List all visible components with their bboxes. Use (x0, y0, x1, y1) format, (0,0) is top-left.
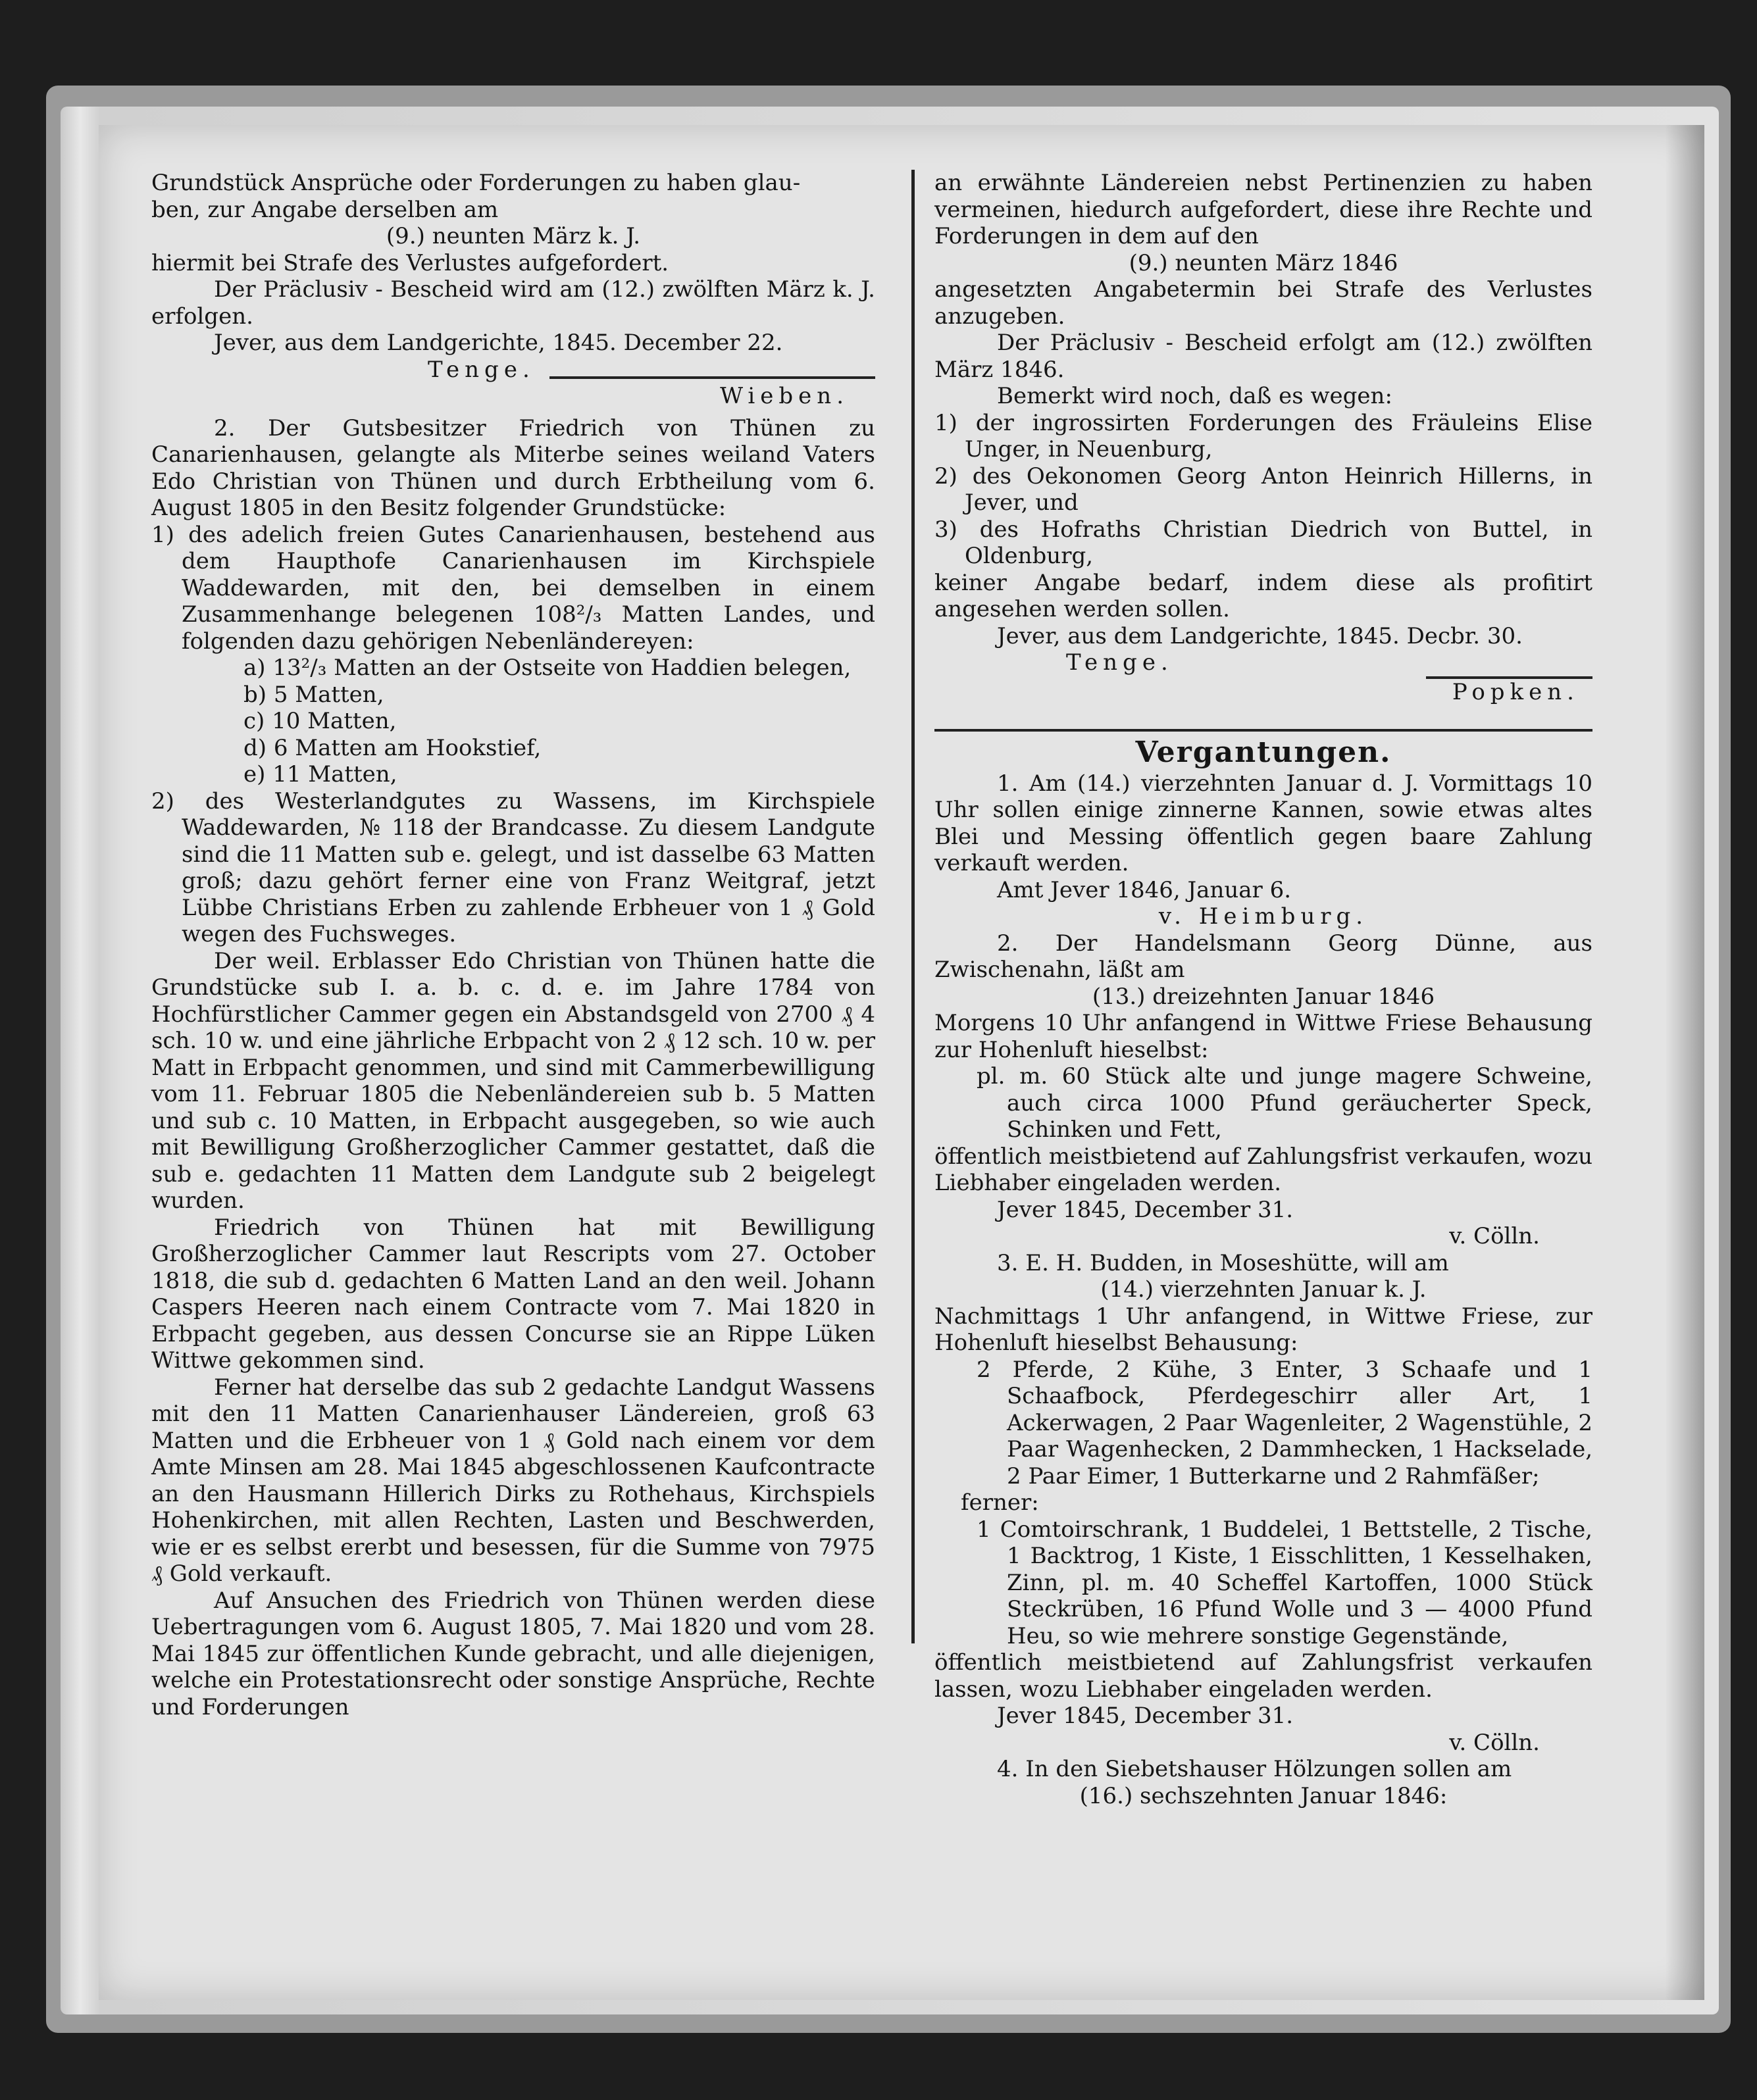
subitem-d: d) 6 Matten am Hookstief, (243, 734, 542, 761)
continuation: an erwähnte Ländereien nebst Pertinenzien zu haben vermeinen, hiedurch aufgefordert, diese ihre Rechte und Forderungen in dem auf den (934, 170, 1592, 249)
auction-3-date: (14.) vierzehnten Januar k. J. (1100, 1276, 1427, 1303)
paragraph-b: Friedrich von Thünen hat mit Bewilligung Großherzoglicher Cammer laut Rescripts vom 27. October 1818, die sub d. gedachten 6 Matten Land an den weil. Johann Caspers Heeren nach einem Contracte vom 7. Mai 1820 in Erbpacht gegeben, aus dessen Concurse sie an Rippe Lüken Wittwe gekommen sind. (151, 1214, 875, 1374)
signature-popken: Popken. (1426, 676, 1592, 706)
auction-1-signature: v. Heimburg. (1158, 903, 1369, 930)
auction-2-location: Morgens 10 Uhr anfangend in Wittwe Friese Behausung zur Hohenluft hieselbst: (934, 1010, 1592, 1063)
note-item-1: 1) der ingrossirten Forderungen des Fräuleins Elise Unger, in Neuenburg, (934, 409, 1592, 463)
place-date: Jever, aus dem Landgerichte, 1845. December 22. (214, 330, 783, 356)
auction-3-place: Jever 1845, December 31. (997, 1703, 1294, 1729)
date-ninth-march: (9.) neunten März k. J. (386, 223, 641, 249)
auction-4: 4. In den Siebetshauser Hölzungen sollen am (997, 1756, 1512, 1782)
signature-wieben: Wieben. (720, 383, 849, 409)
signature-row (151, 357, 875, 384)
auction-3-location: Nachmittags 1 Uhr anfangend, in Wittwe Friese, zur Hohenluft hieselbst Behausung: (934, 1303, 1592, 1356)
auction-1-place: Amt Jever 1846, Januar 6. (997, 876, 1292, 903)
intro-line-1: Grundstück Ansprüche oder Forderungen zu haben glau- (151, 170, 801, 196)
paragraph-d: Auf Ansuchen des Friedrich von Thünen werden diese Uebertragungen vom 6. August 1805, 7. Mai 1820 und vom 28. Mai 1845 zur öffentlichen Kunde gebracht, und alle diejenigen, welche ein Protestationsrecht oder sonstige Ansprüche, Rechte und Forderungen (151, 1587, 875, 1720)
auction-1: 1. Am (14.) vierzehnten Januar d. J. Vormittags 10 Uhr sollen einige zinnerne Kannen, sowie etwas altes Blei und Messing öffentlich gegen baare Zahlung verkauft werden. (934, 770, 1592, 876)
auction-3-items-2: 1 Comtoirschrank, 1 Buddelei, 1 Bettstelle, 2 Tische, 1 Backtrog, 1 Kiste, 1 Eisschlitten, 1 Kesselhaken, Zinn, pl. m. 40 Scheffel Kartoffen, 1000 Stück Steckrüben, 16 Pfund Wolle und 3 — 4000 Pfund Heu, so wie mehrere sonstige Gegenstände, (977, 1516, 1592, 1649)
paragraph-c: Ferner hat derselbe das sub 2 gedachte Landgut Wassens mit den 11 Matten Canarienhauser Ländereien, groß 63 Matten und die Erbheuer von 1 ₰ Gold nach einem vor dem Amte Minsen am 28. Mai 1845 abgeschlossenen Kaufcontracte an den Hausmann Hillerich Dirks zu Rothehaus, Kirchspiels Hohenkirchen, mit allen Rechten, Lasten und Beschwerden, wie er es selbst ererbt und besessen, für die Summe von 7975 ₰ Gold verkauft. (151, 1374, 875, 1587)
subitem-c: c) 10 Matten, (243, 708, 397, 734)
auction-2: 2. Der Handelsmann Georg Dünne, aus Zwischenahn, läßt am (934, 930, 1592, 983)
auction-3-conclusion: öffentlich meistbietend auf Zahlungsfrist verkaufen lassen, wozu Liebhaber eingeladen werden. (934, 1649, 1592, 1703)
note-conclusion: keiner Angabe bedarf, indem diese als profitirt angesehen werden sollen. (934, 569, 1592, 622)
column-divider (911, 170, 915, 1643)
left-column (151, 170, 875, 1720)
subitem-e: e) 11 Matten, (243, 761, 397, 788)
subitem-a: a) 13²/₃ Matten an der Ostseite von Haddien belegen, (243, 655, 852, 681)
right-column (934, 170, 1592, 1809)
signature-row-right (934, 676, 1592, 706)
item-2: 2) des Westerlandgutes zu Wassens, im Kirchspiele Waddewarden, № 118 der Brandcasse. Zu diesem Landgute sind die 11 Matten sub e. gelegt, und ist dasselbe 63 Matten groß; dazu gehört ferner eine von Franz Weitgraf, jetzt Lübbe Christians Erben zu zahlende Erbheuer von 1 ₰ Gold wegen des Fuchsweges. (151, 788, 875, 947)
subitem-b: b) 5 Matten, (243, 681, 384, 708)
auction-3-signature: v. Cölln. (1449, 1729, 1540, 1756)
date-ninth-march-1846: (9.) neunten März 1846 (1129, 249, 1398, 276)
signature-tenge-right: Tenge. (1066, 649, 1173, 676)
auction-2-place: Jever 1845, December 31. (997, 1196, 1294, 1223)
signature-rule (549, 376, 875, 379)
intro-line-2: ben, zur Angabe derselben am (151, 196, 499, 223)
paragraph-a: Der weil. Erblasser Edo Christian von Thünen hatte die Grundstücke sub I. a. b. c. d. e. im Jahre 1784 von Hochfürstlicher Cammer gegen ein Abstandsgeld von 2700 ₰ 4 sch. 10 w. und eine jährliche Erbpacht von 2 ₰ 12 sch. 10 w. per Matt in Erbpacht genommen, und sind mit Cammerbewilligung vom 11. Februar 1805 die Nebenländereien sub b. 5 Matten und sub c. 10 Matten, in Erbpacht ausgegeben, so wie auch mit Bewilligung Großherzoglicher Cammer gestattet, daß die sub e. gedachten 11 Matten dem Landgute sub 2 beigelegt wurden. (151, 947, 875, 1214)
auction-4-date: (16.) sechszehnten Januar 1846: (1079, 1782, 1448, 1809)
note-item-3: 3) des Hofraths Christian Diedrich von Buttel, in Oldenburg, (934, 516, 1592, 569)
auction-2-date: (13.) dreizehnten Januar 1846 (1092, 983, 1435, 1010)
auction-2-conclusion: öffentlich meistbietend auf Zahlungsfrist verkaufen, wozu Liebhaber eingeladen werden. (934, 1143, 1592, 1196)
auction-2-signature: v. Cölln. (1449, 1223, 1540, 1249)
place-date-right: Jever, aus dem Landgerichte, 1845. Decbr. 30. (997, 622, 1523, 649)
continuation-2: angesetzten Angabetermin bei Strafe des Verlustes anzugeben. (934, 276, 1592, 330)
binding-gutter (1665, 125, 1704, 2000)
auction-2-items: pl. m. 60 Stück alte und junge magere Schweine, auch circa 1000 Pfund geräucherter Speck, Schinken und Fett, (977, 1063, 1592, 1143)
paragraph-2-intro: 2. Der Gutsbesitzer Friedrich von Thünen zu Canarienhausen, gelangte als Miterbe seines weiland Vaters Edo Christian von Thünen und durch Erbtheilung vom 6. August 1805 in den Besitz folgender Grundstücke: (151, 414, 875, 521)
note-item-2: 2) des Oekonomen Georg Anton Heinrich Hillerns, in Jever, und (934, 463, 1592, 516)
auction-3: 3. E. H. Budden, in Moseshütte, will am (997, 1249, 1449, 1276)
signature-tenge: Tenge. (428, 356, 535, 383)
penalty-line: hiermit bei Strafe des Verlustes aufgefordert. (151, 249, 669, 276)
section-heading: Vergantungen. (1135, 736, 1392, 769)
auction-3-ferner: ferner: (961, 1489, 1039, 1516)
auction-3-items-1: 2 Pferde, 2 Kühe, 3 Enter, 3 Schaafe und 1 Schaafbock, Pferdegeschirr aller Art, 1 Ackerwagen, 2 Paar Wagenleiter, 2 Wagenstühle, 2 Paar Wagenhecken, 2 Dammhecken, 1 Hackselade, 2 Paar Eimer, 1 Butterkarne und 2 Rahmfäßer; (977, 1356, 1592, 1489)
section-rule (934, 729, 1592, 732)
praeclusiv-line-right: Der Präclusiv - Bescheid erfolgt am (12.) zwölften März 1846. (934, 330, 1592, 383)
item-1: 1) des adelich freien Gutes Canarienhausen, bestehend aus dem Haupthofe Canarienhausen im Kirchspiele Waddewarden, mit den, bei demselben in einem Zusammenhange belegenen 108²/₃ Matten Landes, und folgenden dazu gehörigen Nebenländereyen: (151, 521, 875, 655)
praeclusiv-line: Der Präclusiv - Bescheid wird am (12.) zwölften März k. J. erfolgen. (151, 276, 875, 330)
note-line: Bemerkt wird noch, daß es wegen: (997, 383, 1392, 409)
